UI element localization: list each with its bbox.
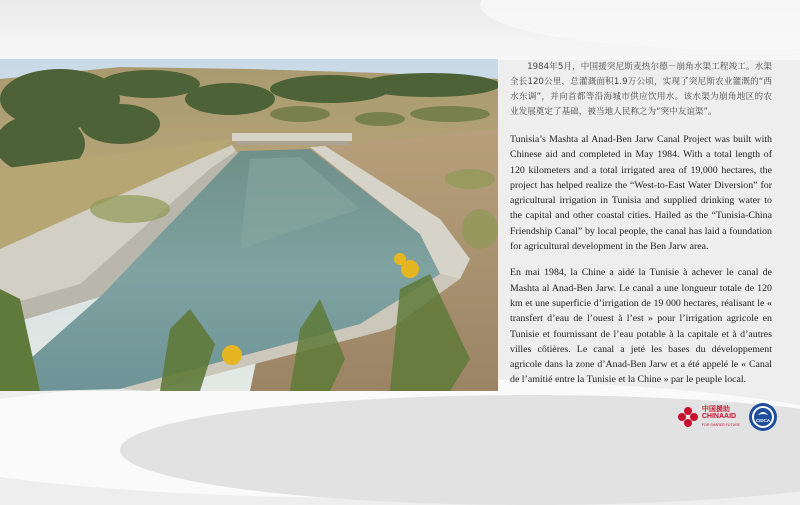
logo-bar: [677, 401, 778, 433]
canal-photo: [0, 59, 498, 391]
chinaaid-english-name: CHINAAID: [701, 413, 737, 420]
description-column: [510, 60, 772, 388]
english-paragraph: Tunisia’s Mashta al Anad-Ben Jarw Canal Project was built with Chinese aid and completed in May 1984. With a total length of 120 kilometers and a total irrigated area of 19,000 hectares, the project has helped realize the “West-to-East Water Diversion” for agricultural irrigation in Tunisia and supplied drinking water to the capital and other coastal cities. Hailed as the “Tunisia-China Friendship Canal” by local people, the canal has laid a foundation for agricultural development in the Ben Jarw area.: [510, 134, 772, 253]
chinaaid-emblem-icon: [677, 406, 699, 428]
svg-text:CIDCA: CIDCA: [755, 418, 771, 423]
chinaaid-tagline: FOR SHARED FUTURE: [701, 423, 740, 427]
chinaaid-logo: [677, 405, 740, 429]
cidca-logo-icon: [748, 402, 778, 432]
french-paragraph: En mai 1984, la Chine a aidé la Tunisie à achever le canal de Mashta al Anad-Ben Jarw. Le canal a une longueur totale de 120 km et une superficie d’irrigation de 19 000 hectares, réalisant le « transfert d’eau de l’ouest à l’est » pour l’irrigation agricole en Tunisie et fournissant de l’eau potable à la capitale et à d’autres villes côtières. Le canal a jeté les bases du développement agricole dans la zone d’Anad-Ben Jarw et a été appelé le « Canal de l’amitié entre la Tunisie et la Chine » par le peuple local.: [510, 267, 772, 386]
chinese-paragraph: 1984年5月，中国援突尼斯麦热尔德－崩角水渠工程竣工。水渠全长120公里，总灌溉面积1.9万公顷，实现了突尼斯农业灌溉的“西水东调”，并向首都等沿海城市供应饮用水。该水渠为崩角地区的农业发展奠定了基础，被当地人民称之为“突中友谊渠”。: [510, 62, 772, 117]
chinaaid-chinese-name: 中国援助: [701, 405, 730, 413]
